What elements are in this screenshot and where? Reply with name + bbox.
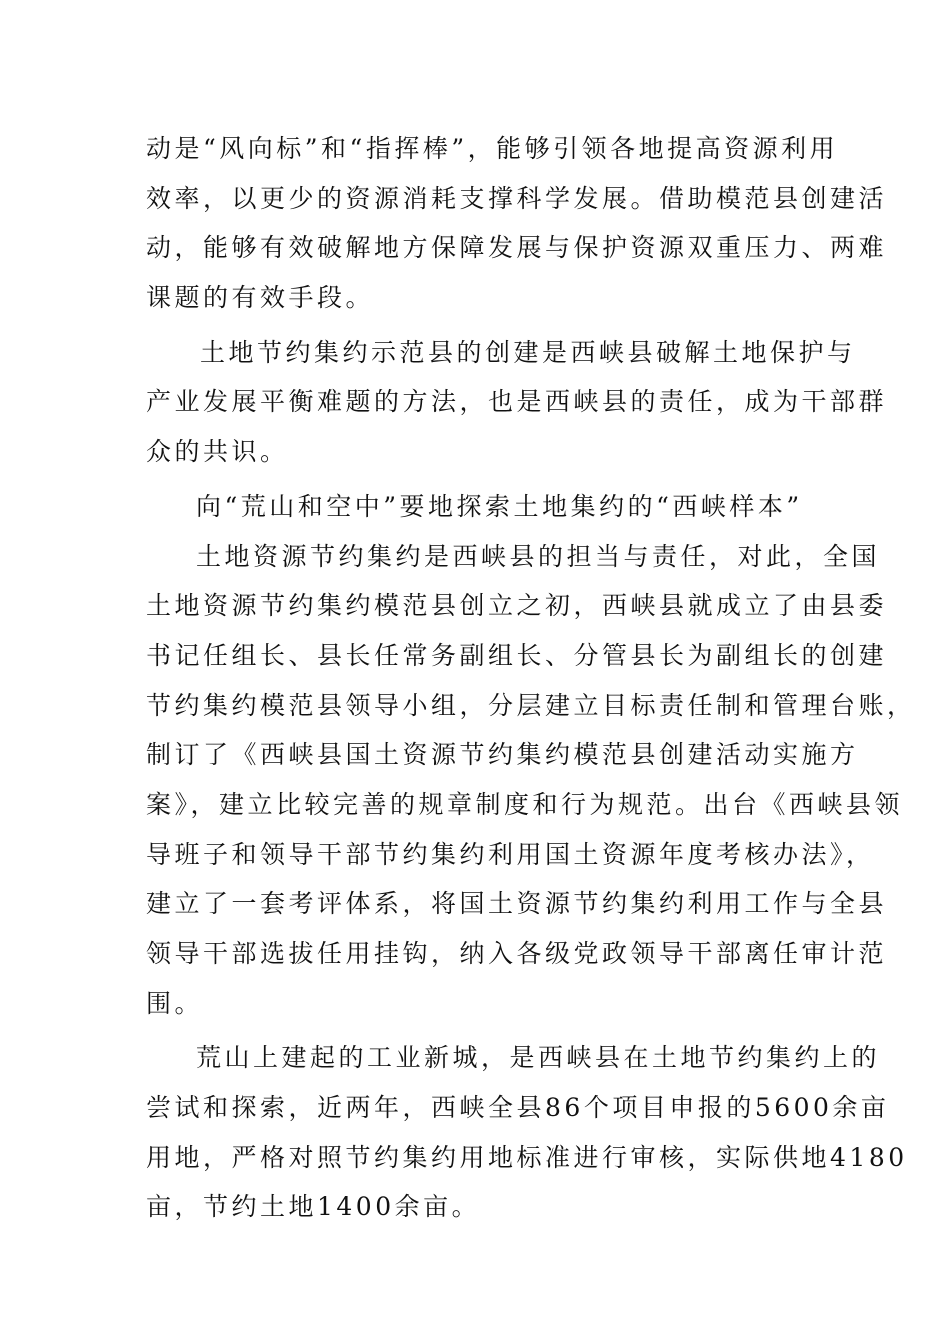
text-line: 动，能够有效破解地方保障发展与保护资源双重压力、两难 — [146, 233, 888, 263]
text-line: 书记任组长、县长任常务副组长、分管县长为副组长的创建 — [146, 640, 888, 670]
text-line: 效率，以更少的资源消耗支撑科学发展。借助模范县创建活 — [146, 183, 888, 213]
text-line: 土地节约集约示范县的创建是西峡县破解土地保护与 — [200, 337, 856, 367]
text-line: 众的共识。 — [146, 437, 289, 467]
text-line: 节约集约模范县领导小组，分层建立目标责任制和管理台账， — [146, 690, 916, 720]
text-line: 用地，严格对照节约集约用地标准进行审核，实际供地4180 — [146, 1142, 908, 1172]
text-line: 导班子和领导干部节约集约利用国土资源年度考核办法》， — [146, 839, 875, 869]
text-line: 荒山上建起的工业新城，是西峡县在土地节约集约上的 — [196, 1043, 881, 1073]
text-line: 亩，节约土地1400余亩。 — [146, 1192, 481, 1222]
text-line: 土地资源节约集约是西峡县的担当与责任，对此，全国 — [196, 541, 881, 571]
text-line: 土地资源节约集约模范县创立之初，西峡县就成立了由县委 — [146, 591, 888, 621]
text-line: 围。 — [146, 988, 204, 1018]
text-line: 案》，建立比较完善的规章制度和行为规范。出台《西峡县领 — [146, 789, 904, 819]
text-line: 尝试和探索，近两年，西峡全县86个项目申报的5600余亩 — [146, 1093, 890, 1123]
text-line: 产业发展平衡难题的方法，也是西峡县的责任，成为干部群 — [146, 387, 888, 417]
text-line: 领导干部选拔任用挂钩，纳入各级党政领导干部离任审计范 — [146, 939, 888, 968]
text-line: 课题的有效手段。 — [146, 283, 375, 313]
text-line: 动是“风向标”和“指挥棒”，能够引领各地提高资源利用 — [146, 134, 839, 163]
text-line: 制订了《西峡县国土资源节约集约模范县创建活动实施方 — [146, 740, 859, 770]
text-line: 建立了一套考评体系，将国土资源节约集约利用工作与全县 — [146, 889, 888, 919]
body-text — [146, 124, 916, 1232]
section-heading: 向“荒山和空中”要地探索土地集约的“西峡样本” — [196, 491, 803, 521]
